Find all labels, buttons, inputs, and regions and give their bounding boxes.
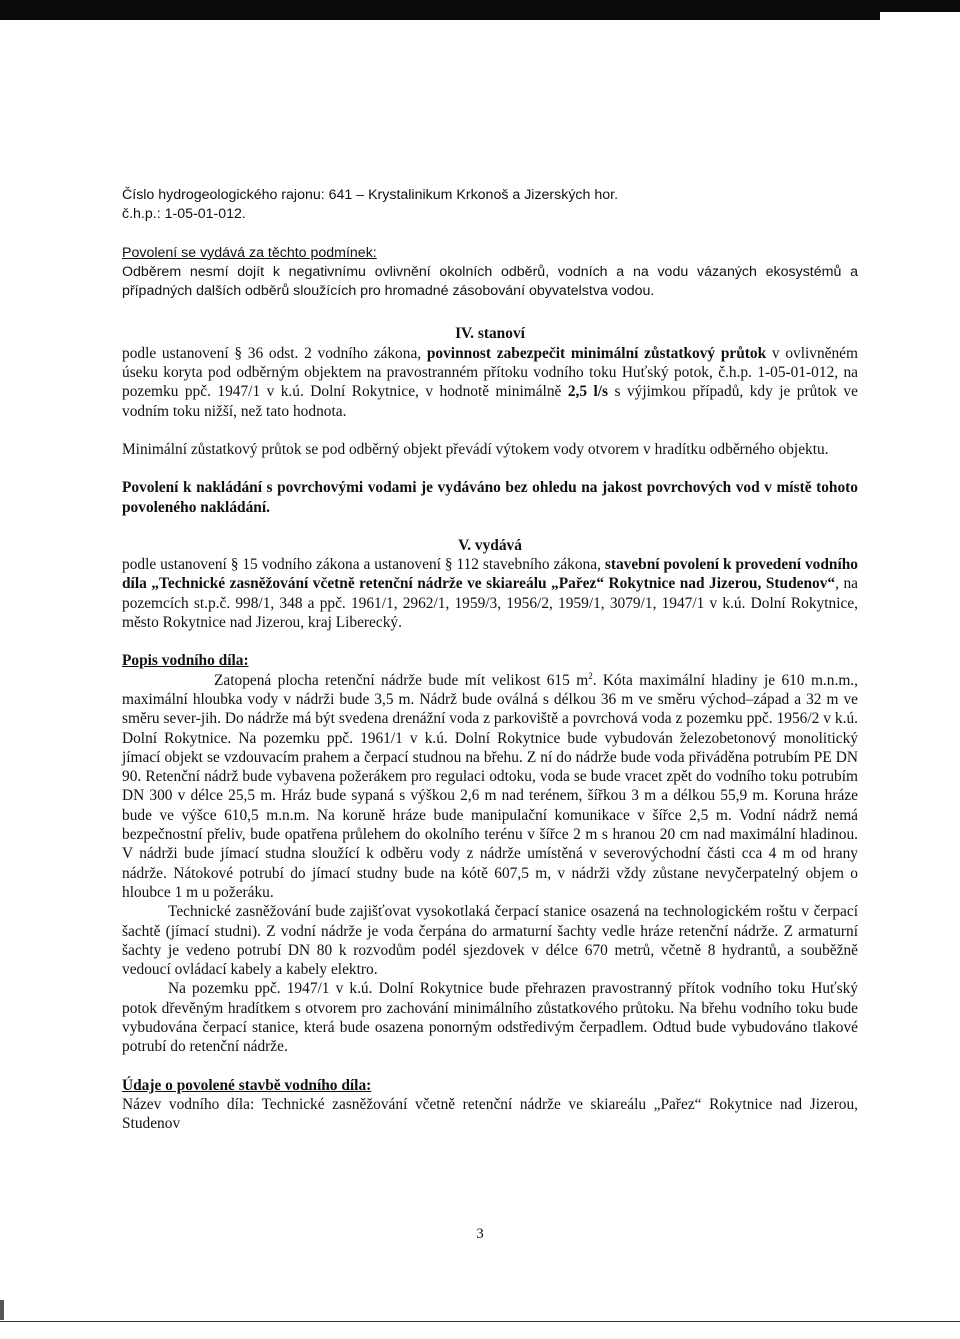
section-iv-title: IV. stanoví [455, 325, 525, 343]
scan-edge-mark [0, 1300, 4, 1320]
chp-line: č.h.p.: 1-05-01-012. [122, 206, 246, 223]
section-iv-paragraph-2: Minimální zůstatkový průtok se pod odběrný objekt převádí výtokem vody otvorem v hradítku odběrného objektu. [122, 440, 829, 458]
section-iv-paragraph-1 [122, 344, 858, 421]
document-body [122, 186, 858, 1133]
scan-edge-notch [880, 12, 960, 20]
section-v-p1-c: , na pozemcích st.p.č. 998/1, 348 a ppč. 1961/1, 2962/1, 1959/3, 1956/2, 1959/1, 3079/1, 1947/1 v k.ú. Dolní Rokytnice, město Rokytnice nad Jizerou, kraj Liberecký. [122, 575, 858, 632]
popis-p1-a: Zatopená plocha retenční nádrže bude mít velikost 615 m [214, 671, 589, 689]
section-iv-p1-b: povinnost zabezpečit minimální zůstatkový průtok [426, 344, 767, 362]
section-iv-p1-e: s výjimkou případů, kdy je průtok ve vodním toku nižší, než tato hodnota. [122, 383, 858, 420]
popis-paragraph-1 [122, 671, 858, 903]
popis-p1-sup: 2 [588, 670, 593, 681]
udaje-text: Název vodního díla: Technické zasněžování včetně retenční nádrže ve skiareálu „Pařez“ Rokytnice nad Jizerou, Studenov [122, 1095, 858, 1133]
popis-paragraph-3: Na pozemku ppč. 1947/1 v k.ú. Dolní Rokytnice bude přehrazen pravostranný přítok vodního toku Huťský potok dřevěným hradítkem s otvorem pro zachování minimálního zůstatkového průtoku. Na břehu vodního toku bude vybudována čerpací stanice, která bude osazena ponorným odstředivým čerpadlem. Odtud bude vybudováno tlakové potrubí do retenční nádrže. [122, 980, 858, 1056]
popis-heading: Popis vodního díla: [122, 652, 249, 670]
section-v-paragraph [122, 555, 858, 632]
section-iv-p1-d: 2,5 l/s [567, 383, 609, 401]
popis-paragraph-2: Technické zasněžování bude zajišťovat vysokotlaká čerpací stanice osazená na technologickém roštu v čerpací šachtě (jímací studni). Z vodní nádrže je voda čerpána do armaturní šachty vedle hráze retenční nádrže. Z armaturní šachty je vedeno potrubí DN 80 k rozvodům podél sjezdovek v délce 670 metrů, včetně 8 hydrantů, a souběžně vedoucí ovládací kabely a kabely elektro. [122, 903, 858, 979]
popis-p1-b: . Kóta maximální hladiny je 610 m.n.m., maximální hloubka vody v nádrži bude 3,5 m. Nádrž bude oválná s délkou 36 m ve směru východ–západ a 32 m ve směru sever-jih. Do nádrže má být svedena drenážní voda z parkoviště a povrchová voda z pozemku ppč. 1956/2 v k.ú. Dolní Rokytnice. Na pozemku ppč. 1961/1 v k.ú. Dolní Rokytnice bude vybudován železobetonový monolitický jímací objekt se vzdouvacím prahem a čerpací studnou na břehu. Z ní do nádrže bude voda přiváděna potrubím PE DN 90. Retenční nádrž bude vybavena požerákem pro regulaci odtoku, voda se bude vracet zpět do vodního toku potrubím DN 300 v délce 25,5 m. Hráz bude sypaná s výškou 2,6 m nad terénem, šířkou 3 m a délkou 55,9 m. Koruna hráze bude ve výšce 610,5 m.n.m. Na koruně hráze bude manipulační komunikace v šířce 2,5 m. Vodní nádrž nemá bezpečnostní přeliv, bude opatřena průlehem do okolního terénu v šířce 2 m s hranou 20 cm nad maximální hladinou. V nádrži bude jímací studna sloužící k odběru vody z nádrže umístěná v severovýchodní části cca 4 m od hrany nádrže. Nátokové potrubí do jímací studny bude na kótě 607,5 m, v nádrži vždy zůstane nevyčerpatelný objem o hloubce 1 m u požeráku. [122, 671, 858, 901]
section-iv-p1-a: podle ustanovení § 36 odst. 2 vodního zákona, [122, 344, 422, 362]
scan-edge-top [0, 0, 960, 20]
section-iv-p1-c: v ovlivněném úseku koryta pod odběrným objektem na pravostranném přítoku vodního toku Huťský potok, č.h.p. 1-05-01-012, na pozemku ppč. 1947/1 v k.ú. Dolní Rokytnice, v hodnotě minimálně [122, 344, 858, 401]
section-v-p1-b: stavební povolení k provedení vodního díla „Technické zasněžování včetně retenční nádrže ve skiareálu „Pařez“ Rokytnice nad Jizerou, Studenov“ [122, 556, 858, 593]
conditions-heading: Povolení se vydává za těchto podmínek: [122, 244, 377, 261]
page-number: 3 [476, 1226, 484, 1242]
udaje-heading: Údaje o povolené stavbě vodního díla: [122, 1076, 372, 1094]
scan-edge-bottom [0, 1321, 960, 1322]
section-iv-paragraph-3: Povolení k nakládání s povrchovými vodami je vydáváno bez ohledu na jakost povrchových vod v místě tohoto povoleného nakládání. [122, 479, 858, 516]
section-v-p1-a: podle ustanovení § 15 vodního zákona a ustanovení § 112 stavebního zákona, [122, 556, 601, 574]
conditions-text: Odběrem nesmí dojít k negativnímu ovlivnění okolních odběrů, vodních a na vodu vázaných ekosystémů a případných dalších odběrů sloužících pro hromadné zásobování obyvatelstva vodou. [122, 263, 858, 300]
section-v-title: V. vydává [458, 536, 522, 554]
rajon-line: Číslo hydrogeologického rajonu: 641 – Krystalinikum Krkonoš a Jizerských hor. [122, 187, 619, 203]
